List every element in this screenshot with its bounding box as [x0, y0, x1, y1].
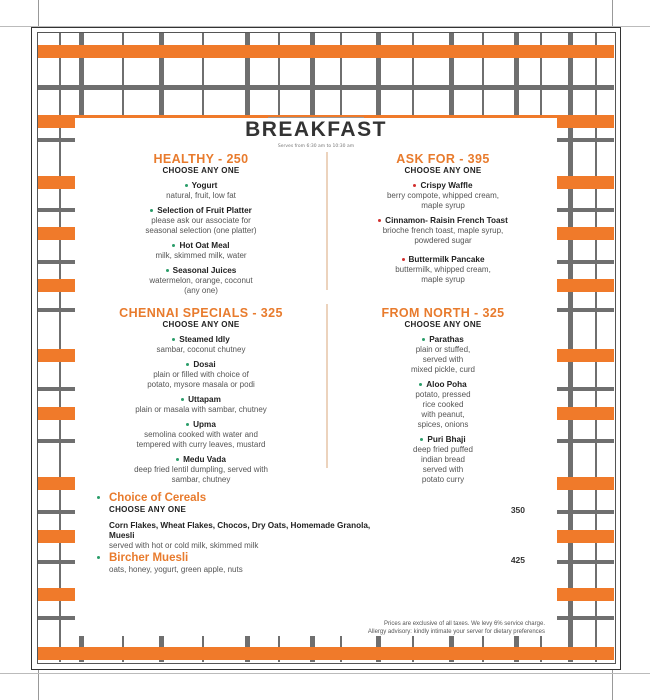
menu-item: Dosai plain or filled with choice of potato, mysore masala or podi: [147, 360, 255, 389]
veg-dot-icon: [97, 496, 100, 499]
section-from-north: [337, 306, 549, 485]
price: 350: [510, 505, 525, 515]
nonveg-dot-icon: [378, 219, 381, 222]
allergy-note: Allergy advisory: kindly intimate your server for dietary preferences: [367, 629, 545, 635]
section-ask-for: [337, 152, 549, 285]
item-description: served with hot or cold milk, skimmed milk: [109, 541, 259, 550]
veg-dot-icon: [97, 556, 100, 559]
section-heading: Bircher Muesli: [109, 552, 189, 564]
section-subheading: CHOOSE ANY ONE: [162, 320, 240, 329]
veg-dot-icon: [422, 338, 425, 341]
menu-item: Yogurt natural, fruit, low fat: [166, 181, 236, 200]
veg-dot-icon: [419, 383, 422, 386]
section-heading: Choice of Cereals: [109, 492, 207, 504]
veg-dot-icon: [420, 438, 423, 441]
price: 425: [510, 555, 525, 565]
section-subheading: CHOOSE ANY ONE: [162, 166, 240, 175]
menu-content-panel: [75, 118, 557, 636]
veg-dot-icon: [185, 184, 188, 187]
nonveg-dot-icon: [413, 184, 416, 187]
menu-item: Parathas plain or stuffed, served with mixed pickle, curd: [410, 335, 476, 374]
cereal-options-cont: Muesli: [109, 531, 135, 540]
item-description: oats, honey, yogurt, green apple, nuts: [109, 565, 243, 574]
veg-dot-icon: [172, 338, 175, 341]
section-heading: CHENNAI SPECIALS - 325: [119, 306, 283, 320]
section-chennai-specials: [85, 306, 317, 485]
menu-item: Hot Oat Meal milk, skimmed milk, water: [155, 241, 247, 260]
veg-dot-icon: [166, 269, 169, 272]
menu-item: Upma semolina cooked with water and tempered with curry leaves, mustard: [136, 420, 266, 449]
veg-dot-icon: [172, 244, 175, 247]
menu-title: BREAKFAST: [245, 118, 387, 141]
section-healthy: [85, 152, 317, 296]
footnotes: [368, 620, 545, 636]
menu-item: Medu Vada deep fried lentil dumpling, served with sambar, chutney: [134, 455, 268, 484]
cereal-options: Corn Flakes, Wheat Flakes, Chocos, Dry Oats, Homemade Granola,: [109, 521, 371, 530]
title-rule: [268, 117, 364, 118]
column-divider-top: [326, 152, 328, 290]
veg-dot-icon: [186, 423, 189, 426]
menu-item: Puri Bhaji deep fried puffed indian bread served with potato curry: [413, 435, 473, 484]
veg-dot-icon: [176, 458, 179, 461]
section-subheading: CHOOSE ANY ONE: [404, 166, 482, 175]
veg-dot-icon: [186, 363, 189, 366]
menu-item: Aloo Poha potato, pressed rice cooked with peanut, spices, onions: [415, 380, 471, 429]
veg-dot-icon: [150, 209, 153, 212]
veg-dot-icon: [181, 398, 184, 401]
section-heading: HEALTHY - 250: [153, 152, 249, 166]
section-heading: ASK FOR - 395: [396, 152, 490, 166]
menu-item: Buttermilk Pancake buttermilk, whipped cream, maple syrup: [395, 255, 491, 284]
served-hours: Serves from 6:30 am to 10:30 am: [277, 144, 355, 149]
menu-title-block: [75, 118, 557, 149]
tax-note: Prices are exclusive of all taxes. We levy 6% service charge.: [384, 621, 545, 627]
menu-item: Crispy Waffle berry compote, whipped cream, maple syrup: [386, 181, 500, 210]
trim-mark-bottom: [0, 673, 650, 674]
menu-item: Uttapam plain or masala with sambar, chutney: [135, 395, 267, 414]
section-subheading: CHOOSE ANY ONE: [109, 505, 187, 514]
column-divider-bottom: [326, 304, 328, 468]
menu-item: Selection of Fruit Platter please ask our associate for seasonal selection (one platter): [145, 206, 257, 235]
nonveg-dot-icon: [402, 258, 405, 261]
menu-item: Seasonal Juices watermelon, orange, coconut (any one): [149, 266, 253, 295]
menu-item: Steamed Idly sambar, coconut chutney: [156, 335, 246, 354]
section-subheading: CHOOSE ANY ONE: [404, 320, 482, 329]
section-heading: FROM NORTH - 325: [381, 306, 505, 320]
menu-item: Cinnamon- Raisin French Toast brioche french toast, maple syrup, powdered sugar: [337, 216, 549, 246]
section-choice-of-cereals: [109, 492, 525, 551]
section-bircher-muesli: [109, 552, 525, 575]
